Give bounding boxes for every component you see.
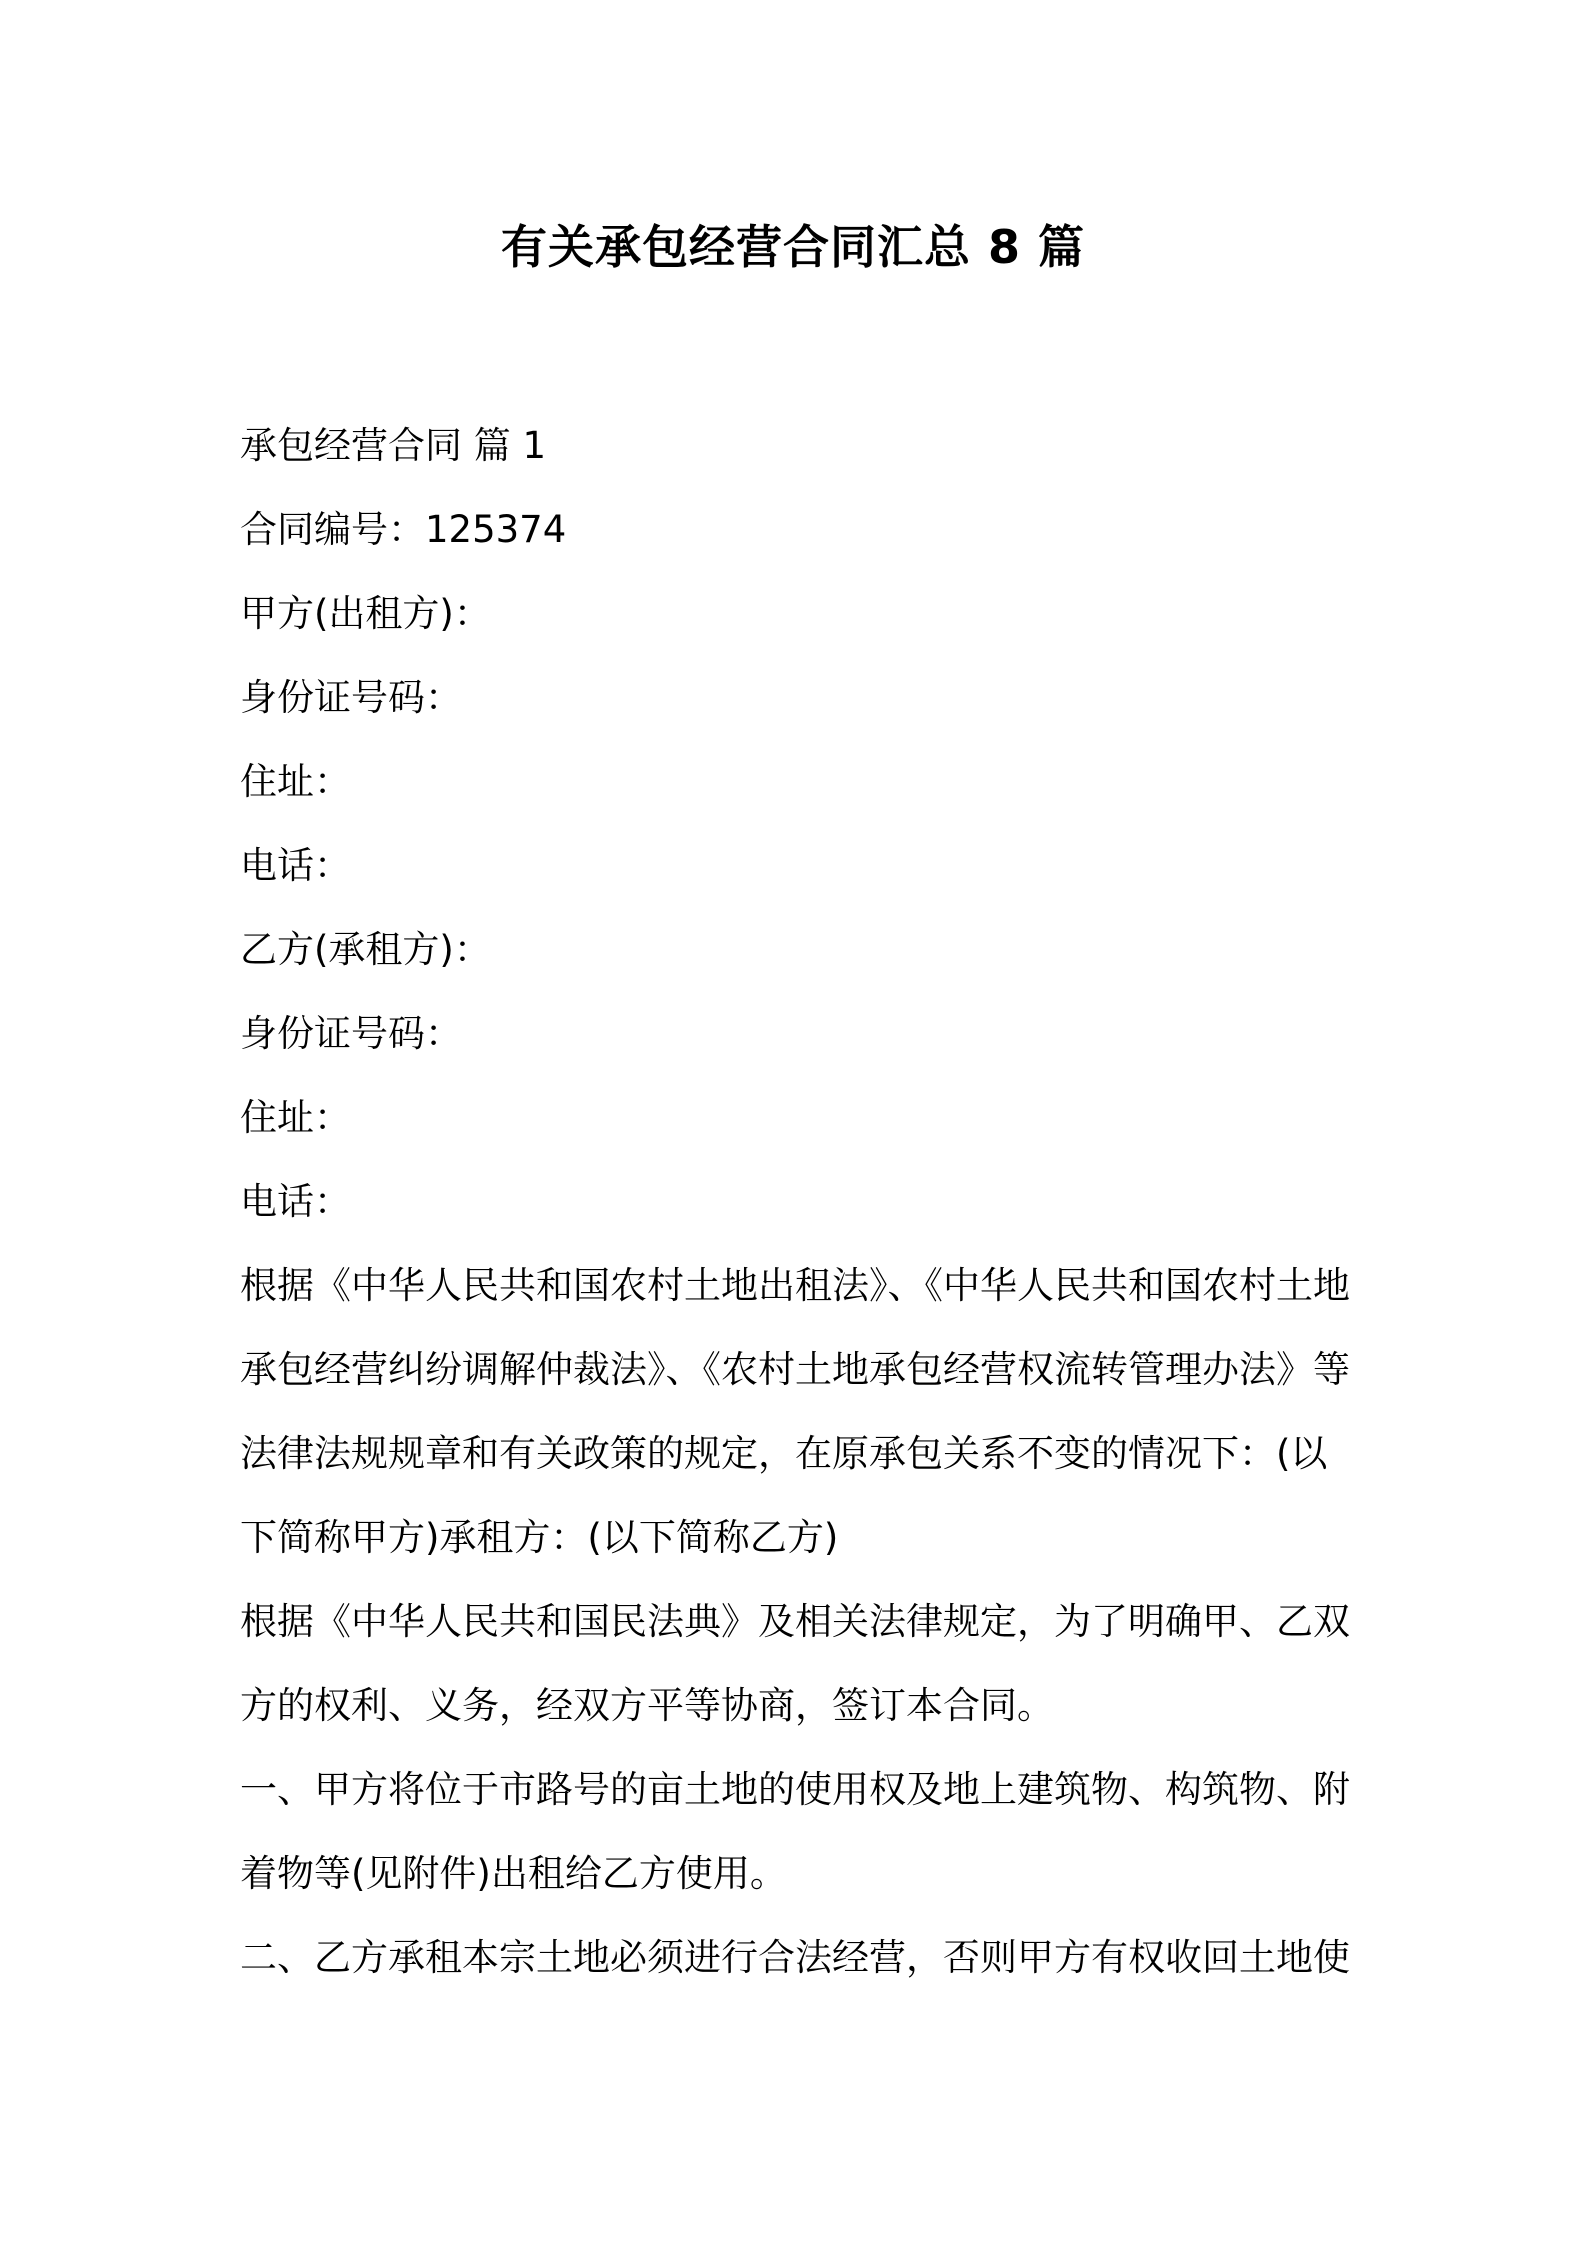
party-b-address-label: 住址： <box>240 1096 351 1139</box>
paragraph-line: 一、甲方将位于市路号的亩土地的使用权及地上建筑物、构筑物、附 <box>240 1768 1350 1811</box>
paragraph-line: 根据《中华人民共和国民法典》及相关法律规定，为了明确甲、乙双 <box>240 1600 1350 1643</box>
paragraph-legal-basis <box>240 1244 1365 1580</box>
party-a-address-label: 住址： <box>240 760 351 803</box>
section-heading: 承包经营合同 篇 1 <box>240 424 547 467</box>
paragraph-line: 着物等(见附件)出租给乙方使用。 <box>240 1852 787 1895</box>
party-a-phone-label: 电话： <box>240 844 351 887</box>
paragraph-line: 根据《中华人民共和国农村土地出租法》、《中华人民共和国农村土地 <box>240 1264 1350 1307</box>
paragraph-agreement-purpose <box>240 1580 1365 1748</box>
party-b-label: 乙方(承租方)： <box>240 928 491 971</box>
paragraph-line: 法律法规规章和有关政策的规定，在原承包关系不变的情况下：(以 <box>240 1432 1328 1475</box>
party-a-label: 甲方(出租方)： <box>240 592 491 635</box>
clause-two <box>240 1916 1365 2000</box>
paragraph-line: 承包经营纠纷调解仲裁法》、《农村土地承包经营权流转管理办法》等 <box>240 1348 1350 1391</box>
party-a-id-label: 身份证号码： <box>240 676 462 719</box>
document-title: 有关承包经营合同汇总 8 篇 <box>500 220 1086 274</box>
contract-number: 合同编号：125374 <box>240 508 567 551</box>
paragraph-line: 下简称甲方)承租方：(以下简称乙方) <box>240 1516 839 1559</box>
document-body <box>240 404 1365 2000</box>
clause-one <box>240 1748 1365 1916</box>
party-b-id-label: 身份证号码： <box>240 1012 462 1055</box>
party-b-phone-label: 电话： <box>240 1180 351 1223</box>
paragraph-line: 方的权利、义务，经双方平等协商，签订本合同。 <box>240 1684 1054 1727</box>
paragraph-line: 二、乙方承租本宗土地必须进行合法经营，否则甲方有权收回土地使 <box>240 1936 1350 1979</box>
